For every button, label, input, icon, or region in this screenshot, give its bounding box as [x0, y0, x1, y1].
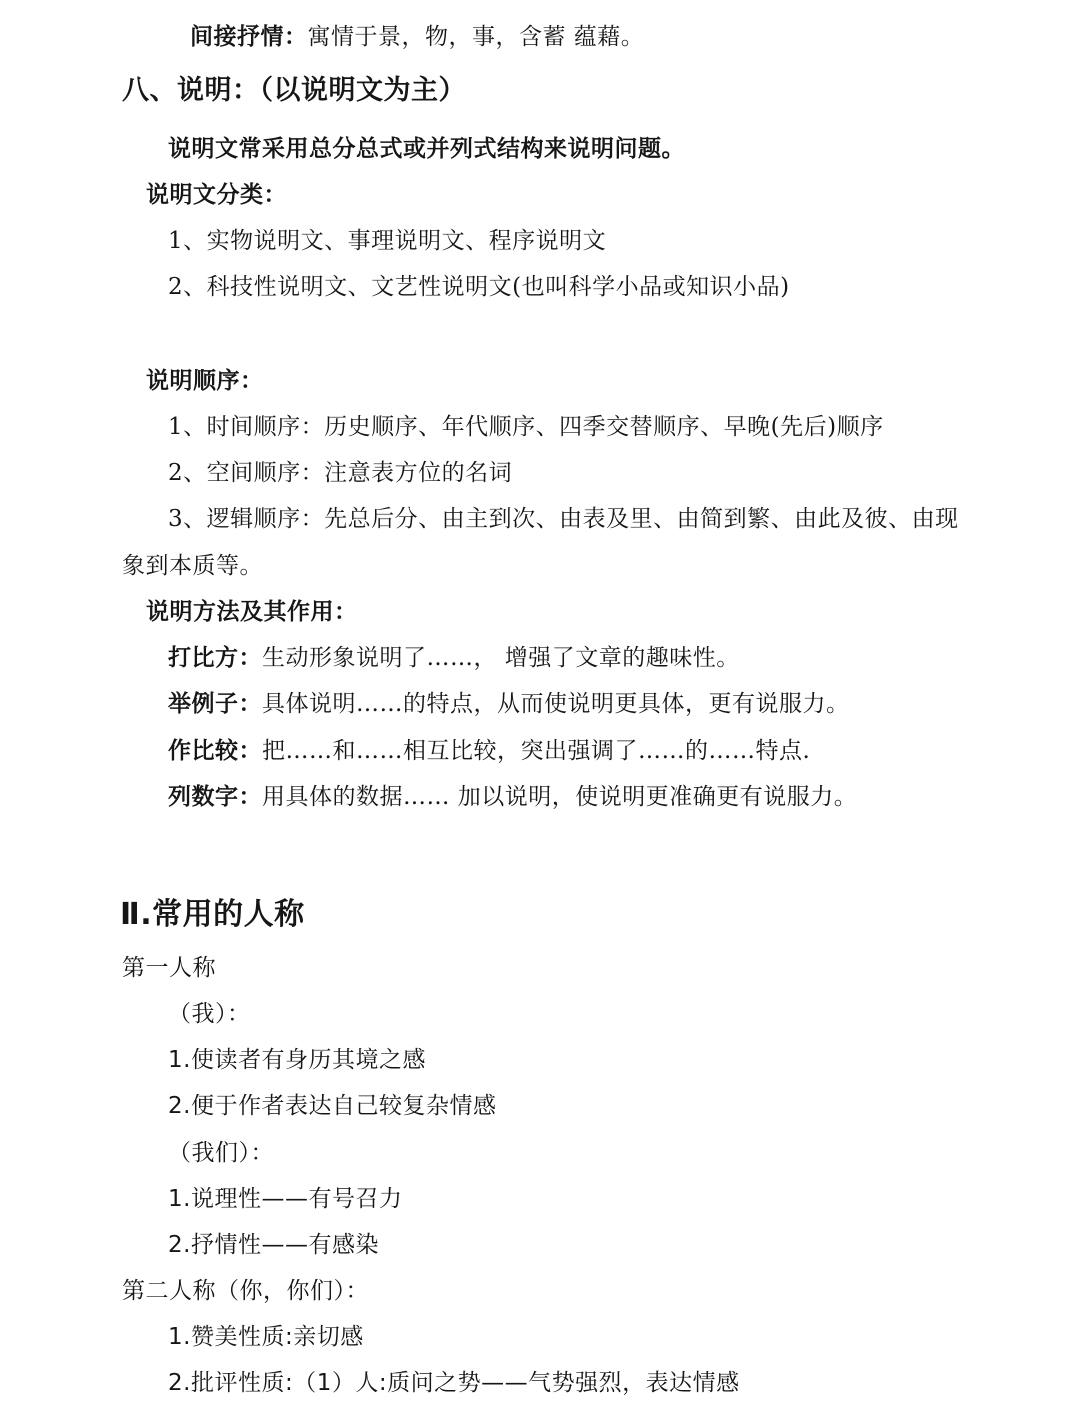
section-II-title: Ⅱ.常用的人称 [120, 897, 305, 932]
structure-note: 说明文常采用总分总式或并列式结构来说明问题。 [168, 136, 685, 162]
order-item-3-line-1: 3、逻辑顺序：先总后分、由主到次、由表及里、由简到繁、由此及彼、由现 [168, 506, 959, 532]
first-person-plural: （我们）： [168, 1140, 274, 1166]
first-person-singular-item-2: 2.便于作者表达自己较复杂情感 [168, 1093, 497, 1119]
first-person-plural-item-1: 1.说理性——有号召力 [168, 1186, 403, 1212]
method-analogy [168, 643, 740, 673]
method-comparison-text: 把……和……相互比较，突出强调了……的……特点. [262, 738, 811, 764]
classification-item-2: 2、科技性说明文、文艺性说明文(也叫科学小品或知识小品) [168, 274, 790, 300]
order-item-2: 2、空间顺序：注意表方位的名词 [168, 460, 513, 486]
order-item-1: 1、时间顺序：历史顺序、年代顺序、四季交替顺序、早晚(先后)顺序 [168, 414, 884, 440]
first-person-singular: （我）： [168, 1001, 251, 1027]
method-example-label: 举例子： [168, 691, 262, 717]
second-person-heading: 第二人称（你，你们）： [122, 1278, 369, 1304]
method-example [168, 689, 850, 719]
method-numbers-text: 用具体的数据…… 加以说明，使说明更准确更有说服力。 [262, 784, 858, 810]
methods-heading: 说明方法及其作用： [146, 599, 358, 625]
method-numbers-label: 列数字： [168, 784, 262, 810]
first-person-heading: 第一人称 [122, 955, 216, 981]
indirect-lyric-line [190, 22, 644, 52]
indirect-lyric-text: 寓情于景，物，事，含蓄 蕴藉。 [307, 24, 645, 50]
classification-heading: 说明文分类： [146, 182, 287, 208]
method-example-text: 具体说明……的特点，从而使说明更具体，更有说服力。 [262, 691, 850, 717]
section-8-title: 八、说明：（以说明文为主） [122, 75, 466, 106]
second-person-item-2: 2.批评性质:（1）人:质问之势——气势强烈，表达情感 [168, 1370, 740, 1396]
classification-item-1: 1、实物说明文、事理说明文、程序说明文 [168, 228, 607, 254]
method-comparison [168, 736, 810, 766]
order-item-3-line-2: 象到本质等。 [122, 553, 263, 579]
first-person-plural-item-2: 2.抒情性——有感染 [168, 1232, 379, 1258]
method-comparison-label: 作比较： [168, 738, 262, 764]
order-heading: 说明顺序： [146, 368, 264, 394]
method-analogy-text: 生动形象说明了……， 增强了文章的趣味性。 [262, 645, 740, 671]
method-analogy-label: 打比方： [168, 645, 262, 671]
indirect-lyric-label: 间接抒情： [190, 24, 308, 50]
second-person-item-1: 1.赞美性质:亲切感 [168, 1324, 364, 1350]
first-person-singular-item-1: 1.使读者有身历其境之感 [168, 1047, 426, 1073]
method-numbers [168, 782, 857, 812]
